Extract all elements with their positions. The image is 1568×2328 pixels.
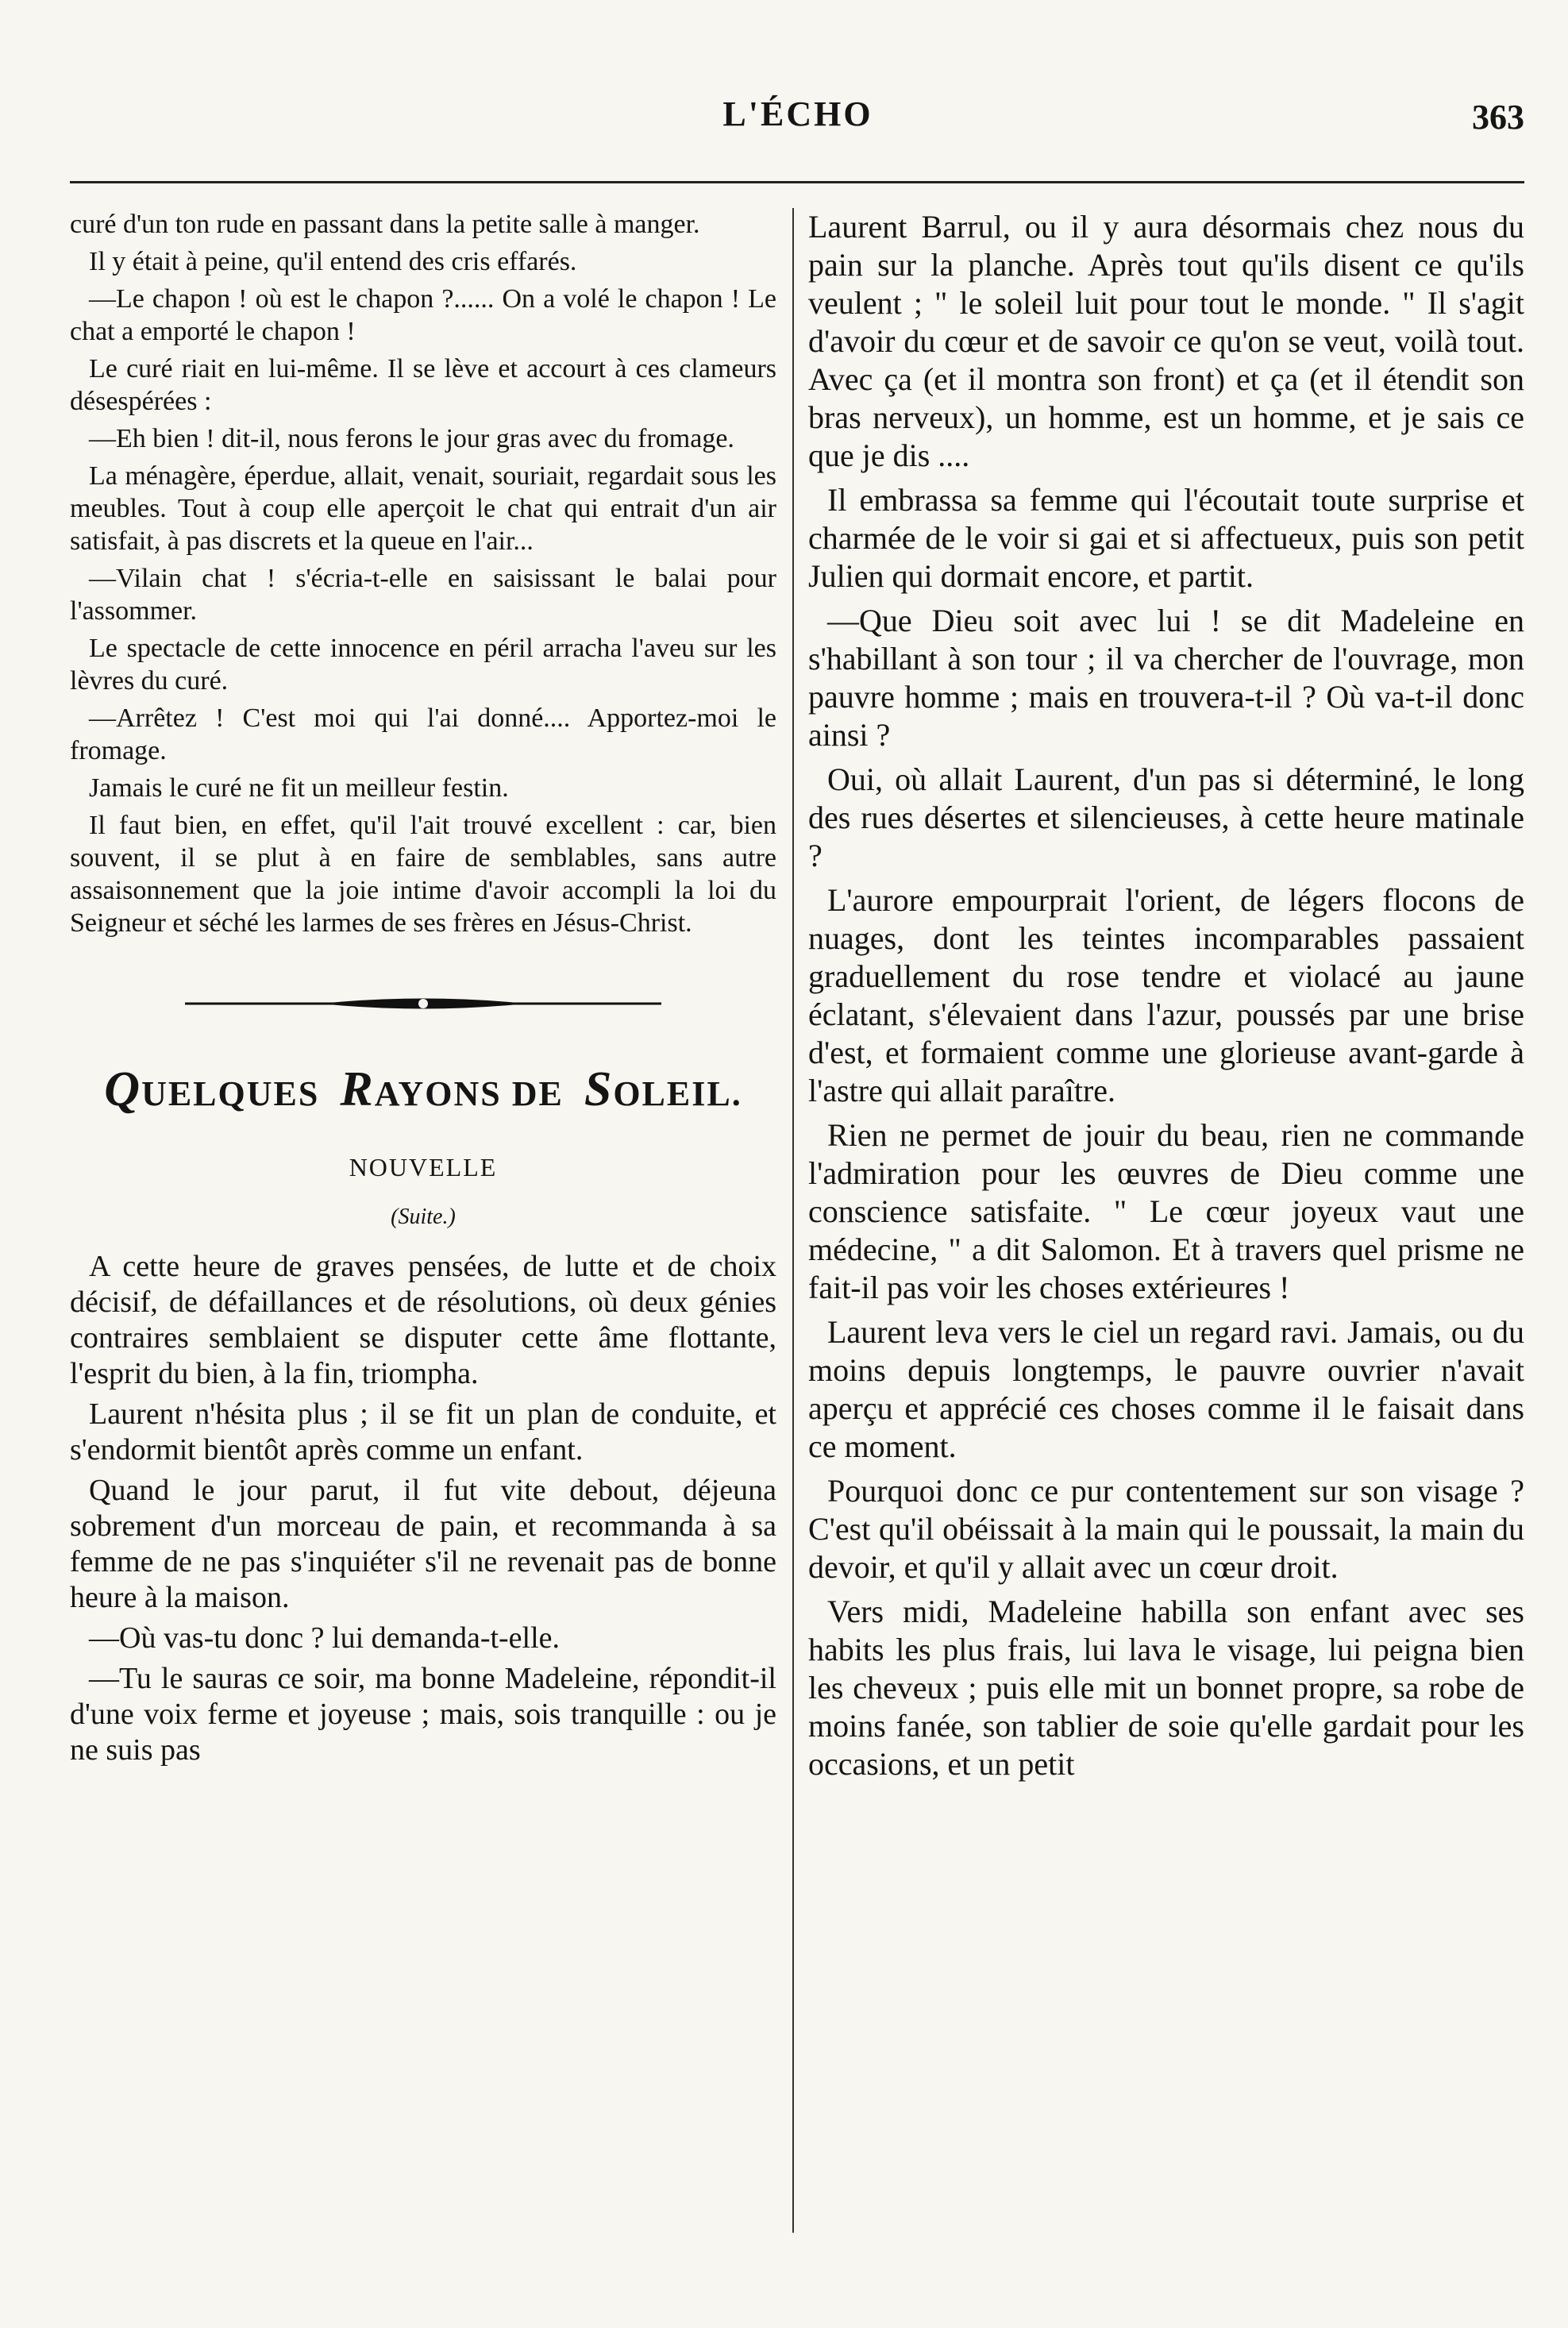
left-column (70, 208, 776, 1773)
paragraph: Quand le jour parut, il fut vite debout, déjeuna sobrement d'un morceau de pain, et recommanda à sa femme de ne pas s'inquiéter s'il ne revenait pas de bonne heure à la maison. (70, 1474, 776, 1614)
right-column (808, 208, 1524, 1790)
paragraph: Oui, où allait Laurent, d'un pas si déterminé, le long des rues désertes et silencieuses, à cette heure matinale ? (808, 761, 1524, 873)
paragraph: Le spectacle de cette innocence en péril arracha l'aveu sur les lèvres du curé. (70, 634, 776, 696)
paragraph: —Où vas-tu donc ? lui demanda-t-elle. (89, 1621, 561, 1655)
paragraph: —Arrêtez ! C'est moi qui l'ai donné.... Apportez-moi le fromage. (70, 703, 776, 765)
paragraph: Laurent Barrul, ou il y aura désormais chez nous du pain sur la planche. Après tout qu'ils disent ce qu'ils veulent ; " le soleil luit pour tout le monde. " Il s'agit d'avoir du cœur et de savoir ce qu'on se veut, voilà tout. Avec ça (et il montra son front) et ça (et il étendit son bras nerveux), un homme, est un homme, et je sais ce que je dis .... (808, 209, 1524, 473)
column-rule (792, 208, 794, 2233)
title-initial: R (340, 1062, 375, 1116)
paragraph: —Que Dieu soit avec lui ! se dit Madeleine en s'habillant à son tour ; il va chercher de l'ouvrage, mon pauvre homme ; mais en trouvera-t-il ? Où va-t-il donc ainsi ? (808, 603, 1524, 753)
title-initial: S (584, 1062, 614, 1116)
right-text (808, 208, 1524, 1783)
paragraph: Laurent leva vers le ciel un regard ravi. Jamais, ou du moins depuis longtemps, le pauvre ouvrier n'avait aperçu et apprécié ces choses comme il le faisait dans ce moment. (808, 1314, 1524, 1464)
paragraph: L'aurore empourprait l'orient, de légers flocons de nuages, dont les teintes incomparables passaient graduellement du rose tendre et violacé au jaune éclatant, s'élevaient dans l'azur, poussés par une brise d'est, et formaient comme une glorieuse avant-garde à l'astre qui allait paraître. (808, 882, 1524, 1108)
paragraph: curé d'un ton rude en passant dans la petite salle à manger. (70, 210, 700, 239)
title-word: OLEIL. (613, 1074, 742, 1113)
paragraph: Jamais le curé ne fit un meilleur festin. (89, 773, 509, 803)
paragraph: Vers midi, Madeleine habilla son enfant avec ses habits les plus frais, lui lava le visage, lui peigna bien les cheveux ; puis elle mit un bonnet propre, sa robe de moins fanée, son tablier de soie qu'elle gardait pour les occasions, et un petit (808, 1594, 1524, 1782)
page-number: 363 (1472, 98, 1524, 137)
paragraph: Il embrassa sa femme qui l'écoutait toute surprise et charmée de le voir si gai et si affectueux, puis son petit Julien qui dormait encore, et partit. (808, 482, 1524, 594)
paragraph: —Le chapon ! où est le chapon ?...... On a volé le chapon ! Le chat a emporté le chapon ! (70, 284, 776, 346)
paragraph: —Eh bien ! dit-il, nous ferons le jour gras avec du fromage. (89, 424, 734, 453)
left-top-text (70, 208, 776, 939)
story-kicker: NOUVELLE (349, 1153, 498, 1181)
header-rule (70, 181, 1524, 183)
title-word: UELQUES (141, 1074, 320, 1113)
paragraph: La ménagère, éperdue, allait, venait, souriait, regardait sous les meubles. Tout à coup elle aperçoit le chat qui entrait d'un air satisfait, à pas discrets et la queue en l'air... (70, 461, 776, 556)
page-header (71, 94, 1524, 149)
paragraph: Rien ne permet de jouir du beau, rien ne commande l'admiration pour les œuvres de Dieu comme une conscience satisfaite. " Le cœur joyeux vaut une médecine, " a dit Salomon. Et à travers quel prisme ne fait-il pas voir les choses extérieures ! (808, 1117, 1524, 1305)
paragraph: —Vilain chat ! s'écria-t-elle en saisissant le balai pour l'assommer. (70, 564, 776, 626)
paragraph: Il faut bien, en effet, qu'il l'ait trouvé excellent : car, bien souvent, il se plut à en faire de semblables, sans autre assaisonnement que la joie intime d'avoir accompli la loi du Seigneur et séché les larmes de ses frères en Jésus-Christ. (70, 811, 776, 938)
title-initial: Q (104, 1062, 142, 1116)
paragraph: Laurent n'hésita plus ; il se fit un plan de conduite, et s'endormit bientôt après comme un enfant. (70, 1397, 776, 1467)
paragraph: A cette heure de graves pensées, de lutte et de choix décisif, de défaillances et de résolutions, où deux génies contraires semblaient se disputer cette âme flottante, l'esprit du bien, à la fin, triompha. (70, 1250, 776, 1390)
paragraph: Le curé riait en lui-même. Il se lève et accourt à ces clameurs désespérées : (70, 354, 776, 416)
running-title: L'ÉCHO (722, 94, 873, 133)
story-title (70, 1062, 776, 1118)
paragraph: Il y était à peine, qu'il entend des cris effarés. (89, 247, 577, 276)
paragraph: —Tu le sauras ce soir, ma bonne Madeleine, répondit-il d'une voix ferme et joyeuse ; mais, sois tranquille : ou je ne suis pas (70, 1662, 776, 1767)
section-ornament (185, 995, 661, 1012)
story-suite: (Suite.) (391, 1204, 456, 1229)
paragraph: Pourquoi donc ce pur contentement sur son visage ? C'est qu'il obéissait à la main qui le poussait, la main du devoir, et qu'il y allait avec un cœur droit. (808, 1473, 1524, 1585)
left-story-text (70, 1249, 776, 1768)
title-word: AYONS DE (374, 1074, 564, 1113)
